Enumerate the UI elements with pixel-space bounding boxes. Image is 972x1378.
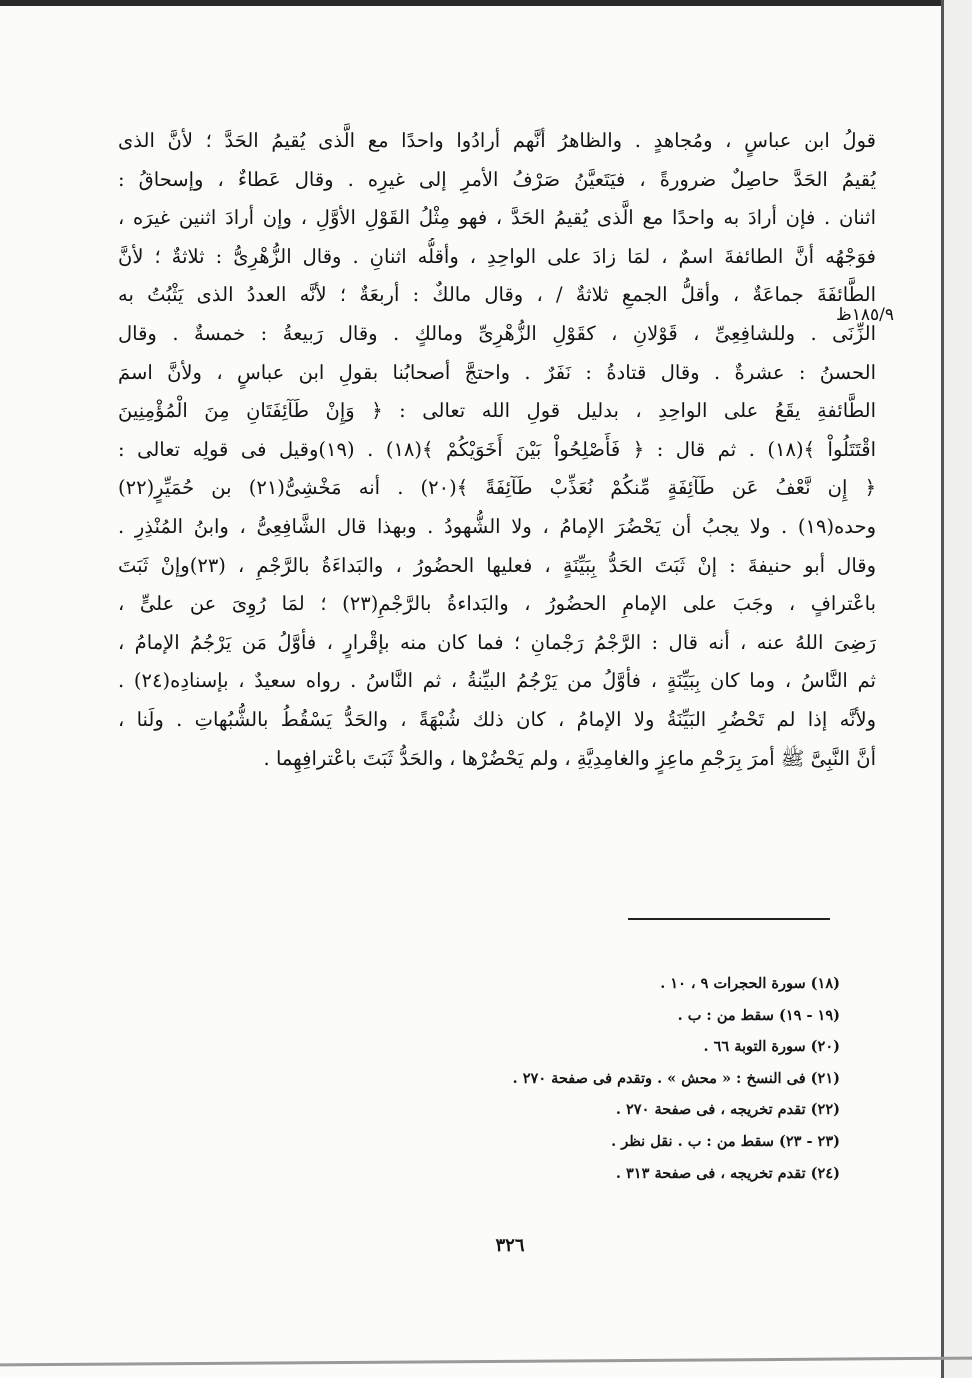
footnotes [440, 968, 840, 1189]
text-line: فوَجْهُه أنَّ الطائفةَ اسمٌ ، لمَا زادَ على الواحِدِ ، وأقلُّه اثنانِ . وقال الزُّهْرِىُّ : ثلاثةٌ ؛ لأنَّ [118, 244, 876, 268]
text-line: الحسنُ : عشرةٌ . وقال قتادةُ : نَفَرٌ . واحتجَّ أصحابُنا بقولِ ابن عباسٍ ، ولأنَّ اسمَ [118, 360, 876, 384]
text-line: اقْتَتَلُواْ ﴾(١٨) . ثم قال : ﴿ فَأَصْلِحُواْ بَيْنَ أَخَوَيْكُمْ ﴾(١٨) . (١٩)وقيل فى قولِه تعالى : [118, 437, 876, 461]
footnote: (١٨) سورة الحجرات ٩ ، ١٠ . [660, 975, 840, 992]
scan-right-margin [942, 0, 972, 1378]
footnote: (٢٣ - ٢٣) سقط من : ب . نقل نظر . [611, 1132, 840, 1150]
scan-top-edge [0, 0, 972, 6]
text-line: ولأنَّه إذا لم تَحْضُرِ البَيِّنَةُ ولا الإمامُ ، كان ذلك شُبْهَةً ، والحَدُّ يَسْقُطُ بالشُّبُهاتِ . ولَنا ، [118, 707, 876, 731]
text-line: رَضِىَ اللهُ عنه ، أنه قال : الرَّجْمُ رَجْمانِ ؛ فما كان منه بإقْرارٍ ، فأوَّلُ مَن يَرْجُمُ الإمامُ ، [118, 630, 876, 654]
text-line: باعْترافٍ ، وجَبَ على الإمامِ الحضُورُ ، والبَداءةُ بالرَّجْمِ(٢٣) ؛ لمَا رُوِىَ عن علىٍّ ، [118, 592, 876, 616]
manuscript-folio-note: ١٨٥/٩ظ [836, 305, 894, 325]
text-line: الطَّائفةِ يقَعُ على الواحِدِ ، بدليل قولِ الله تعالى : ﴿ وَإِنْ طَآئِفَتَانِ مِنَ الْمُؤْمِنِينَ [118, 399, 876, 423]
text-line: أنَّ النَّبِىَّ ﷺ أمرَ بِرَجْمِ ماعِزٍ والغامِدِيَّةِ ، ولم يَحْضُرْها ، والحَدُّ ثَبَتَ باعْترافِهِما . [263, 746, 876, 770]
text-line: وقال أبو حنيفةَ : إنْ ثَبَتَ الحَدُّ بِبَيِّنَةٍ ، فعليها الحضُورُ ، والبَداءَةُ بالرَّجْمِ ، (٢٣)وإنْ ثَبَتَ [118, 553, 876, 577]
footnote-separator [628, 918, 830, 920]
footnote: (٢١) فى النسخ : « محش » . وتقدم فى صفحة ٢٧٠ . [512, 1069, 840, 1087]
footnote: (٢٤) تقدم تخريجه ، فى صفحة ٣١٣ . [615, 1164, 840, 1182]
text-line: يُقيمُ الحَدَّ حاصِلٌ ضرورةً ، فيَتَعيَّنُ صَرْفُ الأمرِ إلى غيرِه . وقال عَطاءٌ ، وإسحاقُ : [118, 167, 876, 191]
scan-right-edge [941, 0, 944, 1378]
text-line: اثنان . فإن أرادَ به واحدًا مع الَّذى يُقيمُ الحَدَّ ، فهو مِثْلُ القَوْلِ الأوَّلِ ، وإن أرادَ اثنين غيرَه ، [118, 206, 876, 230]
text-line: وحده(١٩) . ولا يجبُ أن يَحْضُرَ الإمامُ ، ولا الشُّهودُ . وبهذا قال الشَّافِعِىُّ ، وابنُ المُنْذِرِ . [118, 514, 876, 538]
footnote: (١٩ - ١٩) سقط من : ب . [677, 1006, 840, 1024]
scan-bottom-edge [0, 1357, 972, 1367]
text-line: الزِّنَى . وللشافِعِىِّ ، قَوْلانِ ، كقَوْلِ الزُّهْرِىِّ ومالكٍ . وقال رَبيعةُ : خمسةٌ . وقال [118, 321, 876, 345]
text-line: قولُ ابن عباسٍ ، ومُجاهدٍ . والظاهرُ أنَّهم أرادُوا واحدًا مع الَّذى يُقيمُ الحَدَّ ؛ لأنَّ الذى [118, 129, 876, 152]
text-line: ﴿ إِن نَّعْفُ عَن طَآئِفَةٍ مِّنكُمْ نُعَذِّبْ طَآئِفَةً ﴾(٢٠) . أنه مَخْشِىُّ(٢١) بن حُمَيِّرٍ(٢٢) [118, 476, 876, 500]
text-line: ثم النَّاسُ ، وما كان بِبَيِّنَةٍ ، فأوَّلُ من يَرْجُمُ البيِّنةُ ، ثم النَّاسُ . رواه سعيدٌ ، بإسنادِه(٢٤) . [118, 669, 876, 693]
text-line: الطَّائفَةَ جماعَةٌ ، وأقلُّ الجمعِ ثلاثةٌ / ، وقال مالكٌ : أربعَةٌ ؛ لأنَّه العددُ الذى يَثْبُتُ به [118, 283, 876, 307]
main-text [118, 122, 876, 778]
footnote: (٢٠) سورة التوبة ٦٦ . [703, 1038, 840, 1056]
footnote: (٢٢) تقدم تخريجه ، فى صفحة ٢٧٠ . [615, 1101, 840, 1119]
page-number: ٣٢٦ [495, 1235, 525, 1256]
